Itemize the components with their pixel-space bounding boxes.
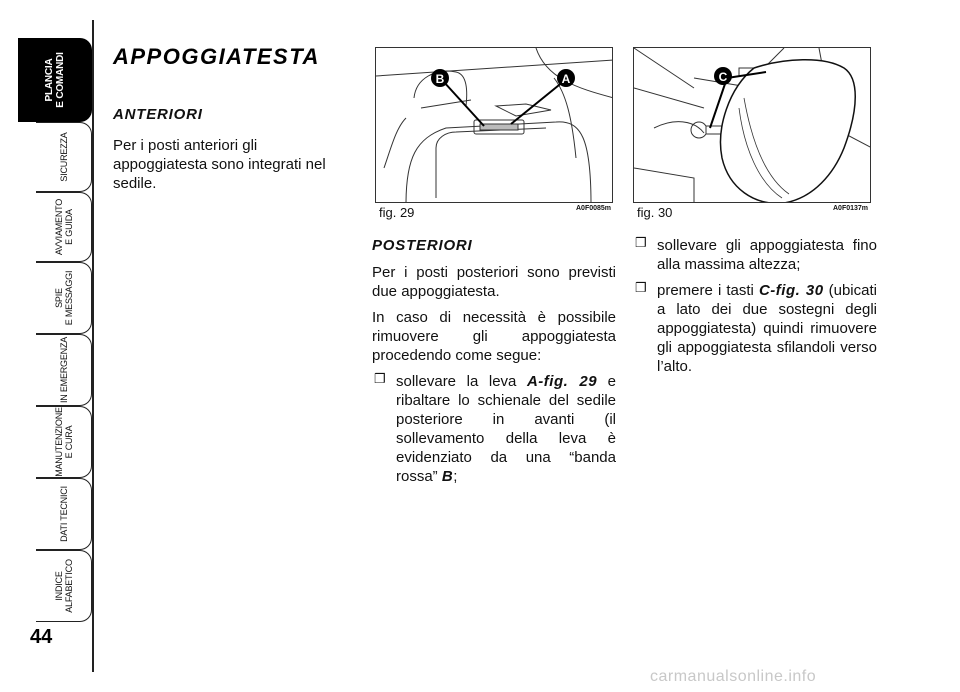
- tab-label: DATI TECNICI: [58, 486, 69, 542]
- rear-paragraph-1: Per i posti posteriori sono previsti due appoggiatesta.: [372, 264, 616, 300]
- callout-c-label: C: [718, 70, 728, 84]
- tab-manutenzione-e-cura[interactable]: [36, 406, 92, 478]
- instruction-step-3: [633, 281, 877, 376]
- section-subtitle: ANTERIORI: [113, 106, 203, 123]
- tab-label: AVVIAMENTO E GUIDA: [53, 198, 74, 256]
- tab-label: PLANCIA E COMANDI: [44, 52, 66, 108]
- callout-reference: B: [441, 468, 454, 485]
- checkbox-bullet-icon: ❒: [635, 235, 647, 250]
- tab-dati-tecnici[interactable]: [36, 478, 92, 550]
- rear-headrest-section: [372, 236, 616, 493]
- figure-30-code: A0F0137m: [833, 205, 869, 212]
- tab-indice-alfabetico[interactable]: [36, 550, 92, 622]
- site-watermark: carmanualsonline.info: [650, 668, 817, 685]
- tab-label: IN EMERGENZA: [58, 336, 69, 404]
- tab-label: INDICE ALFABETICO: [53, 559, 74, 613]
- step-text: premere i tasti: [657, 282, 759, 299]
- figure-29-illustration: [375, 47, 613, 203]
- step-text: sollevare la leva: [396, 373, 527, 390]
- figure-reference: C-fig. 30: [758, 282, 824, 299]
- rear-seat-lever-drawing: [376, 48, 613, 203]
- figure-29-caption: fig. 29: [379, 205, 415, 220]
- tab-label: SPIE E MESSAGGI: [53, 270, 74, 326]
- tab-label: SICUREZZA: [58, 132, 69, 182]
- checkbox-bullet-icon: ❒: [635, 280, 647, 295]
- headrest-button-drawing: [634, 48, 871, 203]
- tab-plancia-e-comandi[interactable]: [18, 38, 92, 122]
- tab-sicurezza[interactable]: [36, 122, 92, 192]
- sidebar-divider: [92, 20, 94, 672]
- instruction-step-1: [372, 372, 616, 486]
- callout-b-label: B: [435, 72, 445, 86]
- tab-label: MANUTENZIONE E CURA: [53, 407, 74, 477]
- figure-reference: A-fig. 29: [526, 373, 598, 390]
- front-headrest-text: Per i posti anteriori gli appoggiatesta sono integrati nel sedile.: [113, 137, 326, 192]
- page-number: 44: [30, 626, 53, 648]
- checkbox-bullet-icon: ❒: [374, 371, 386, 386]
- figure-30-illustration: [633, 47, 871, 203]
- step-text: sollevare gli appoggiatesta fino alla massima altezza;: [657, 237, 877, 273]
- rear-headrest-steps: [633, 236, 877, 383]
- tab-spie-e-messaggi[interactable]: [36, 262, 92, 334]
- figure-29-code: A0F0085m: [576, 205, 612, 212]
- figure-30-caption: fig. 30: [637, 205, 673, 220]
- chapter-sidebar: [0, 0, 100, 692]
- step-text: e ribaltare lo schienale del sedile posteriore in avanti (il sollevamento della leva è evidenziato da una “banda rossa”: [396, 373, 616, 485]
- rear-heading: POSTERIORI: [372, 237, 473, 254]
- callout-a-label: A: [561, 72, 571, 86]
- step-text: (ubicati a lato dei due sostegni degli appoggiatesta) quindi rimuovere gli appoggiatesta sfilandoli verso l’alto.: [657, 282, 877, 375]
- tab-in-emergenza[interactable]: [36, 334, 92, 406]
- rear-paragraph-2: In caso di necessità è possibile rimuovere gli appoggiatesta procedendo come segue:: [372, 309, 616, 364]
- step-text: ;: [453, 468, 458, 485]
- instruction-step-2: [633, 236, 877, 274]
- tab-avviamento-e-guida[interactable]: [36, 192, 92, 262]
- page-title: APPOGGIATESTA: [113, 44, 320, 69]
